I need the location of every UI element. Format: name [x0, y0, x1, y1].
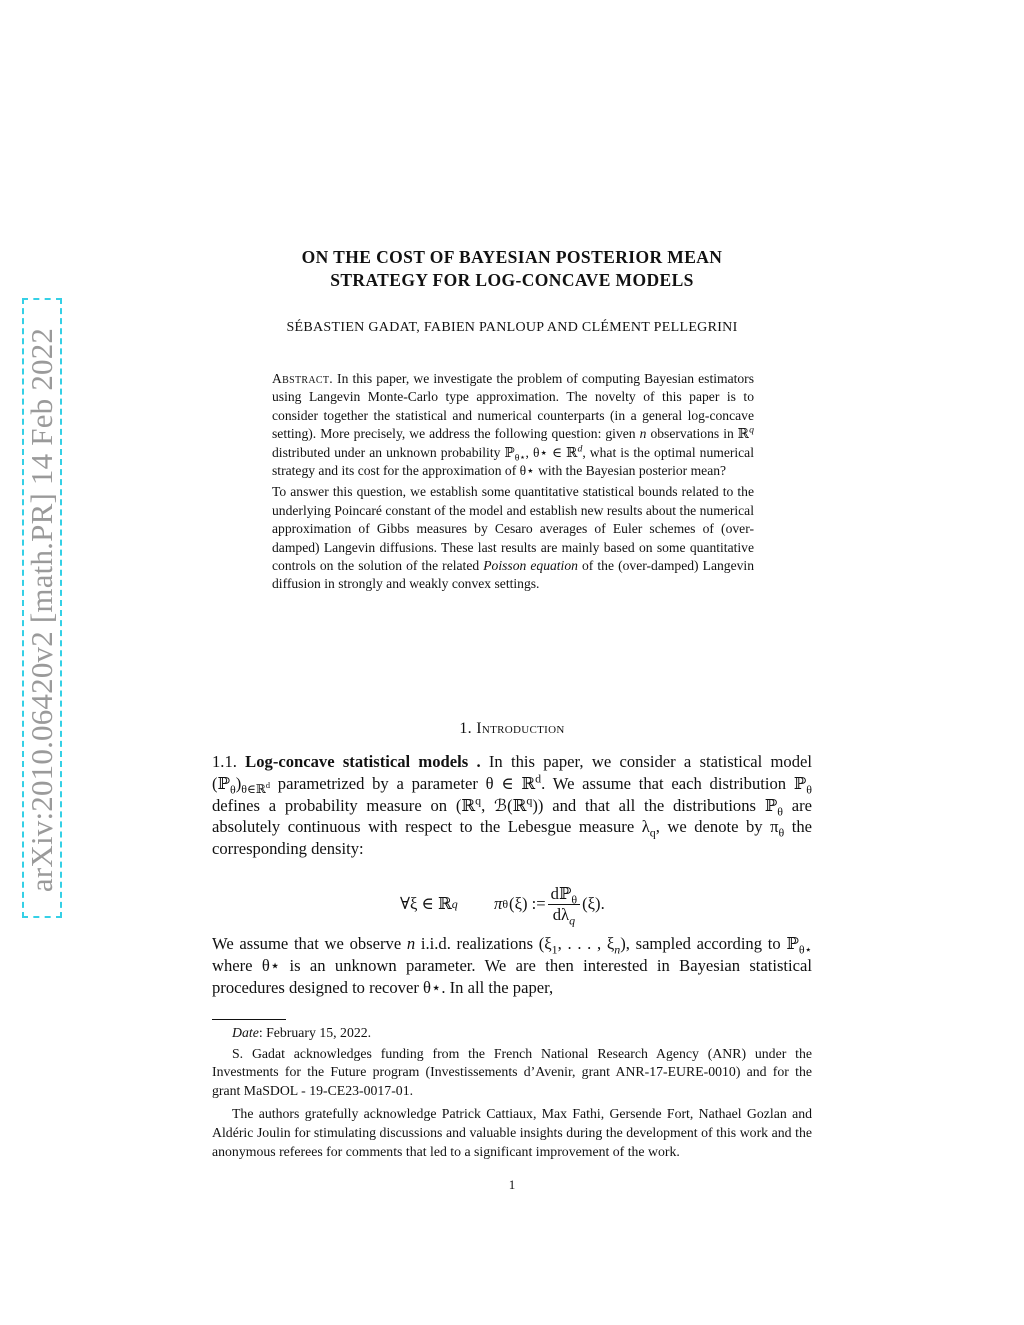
- abstract-paragraph-1: Abstract. In this paper, we investigate the problem of computing Bayesian estimators using Langevin Monte-Carlo type approximation. The novelty of this paper is to consider together the statistical and numerical counterparts (in a general log-concave setting). More precisely, we address the following question: given n observations in ℝ$^q$ distributed under an unknown probability ℙ$_{\theta⋆}$, θ⋆ ∈ ℝ$^d$, what is the optimal numerical strategy and its cost for the approximation of θ⋆ with the Bayesian posterior mean?: [272, 371, 754, 479]
- body-paragraph-1: 1.1. Log-concave statistical models . In this paper, we consider a statistical model $(ℙ_\theta)_{\theta\in ℝ^d}$ parametrized by a parameter θ ∈ ℝ$^d$. We assume that each distribution ℙ$_\theta$ defines a probability measure on (ℝ$^q$, ℬ(ℝ$^q$)) and that all the distributions ℙ$_\theta$ are absolutely continuous with respect to the Lebesgue measure $\lambda_q$, we denote by $\pi_\theta$ the corresponding density:: [212, 752, 813, 859]
- footnote-date: Date: February 15, 2022.: [232, 1025, 372, 1040]
- footnotes: [212, 1024, 812, 1161]
- arxiv-identifier[interactable]: arXiv:2010.06420v2 [math.PR] 14 Feb 2022: [24, 327, 59, 893]
- section-heading-introduction: 1. Introduction: [459, 720, 565, 737]
- paper-title: [212, 246, 812, 292]
- author-list: SÉBASTIEN GADAT, FABIEN PANLOUP AND CLÉMENT PELLEGRINI: [286, 320, 738, 335]
- title-line-2: STRATEGY FOR LOG-CONCAVE MODELS: [330, 270, 694, 290]
- footnote-funding: S. Gadat acknowledges funding from the French National Research Agency (ANR) under the Investments for the Future program (Investissements d’Avenir, grant ANR-17-EURE-0010) and for the grant MaSDOL - 19-CE23-0017-01.: [212, 1045, 812, 1098]
- density-fraction: $\frac{dℙ_\theta}{d\lambda_q}$: [548, 885, 581, 924]
- subsection-number: 1.1.: [212, 752, 246, 771]
- footnote-acknowledgements: The authors gratefully acknowledge Patrick Cattiaux, Max Fathi, Gersende Fort, Nathael Gozlan and Aldéric Joulin for stimulating discussions and valuable insights during the development of this work and the anonymous referees for comments that led to a significant improvement of the work.: [212, 1106, 812, 1159]
- abstract: [272, 370, 754, 594]
- body-paragraph-2: We assume that we observe n i.i.d. realizations ($\xi_1$, . . . , $\xi_n$), sampled according to ℙ$_{\theta⋆}$ where θ⋆ is an unknown parameter. We are then interested in Bayesian statistical procedures designed to recover θ⋆. In all the paper,: [212, 934, 813, 997]
- density-equation: ∀ξ ∈ ℝ q π θ (ξ) := $\frac{dℙ_\theta}{d\lambda_q}$ (ξ).: [400, 883, 605, 927]
- abstract-label: Abstract.: [272, 371, 333, 386]
- abstract-paragraph-2: To answer this question, we establish some quantitative statistical bounds related to the underlying Poincaré constant of the model and establish new results about the numerical approximation of Gibbs measures by Cesaro averages of Euler schemes of (over-damped) Langevin diffusions. These last results are mainly based on some quantitative controls on the solution of the related Poisson equation of the (over-damped) Langevin diffusion in strongly and weakly convex settings.: [272, 484, 754, 592]
- page-number: 1: [508, 1177, 516, 1192]
- subsection-title: Log-concave statistical models .: [245, 752, 481, 771]
- footnote-divider: [212, 1019, 286, 1020]
- title-line-1: ON THE COST OF BAYESIAN POSTERIOR MEAN: [301, 247, 723, 267]
